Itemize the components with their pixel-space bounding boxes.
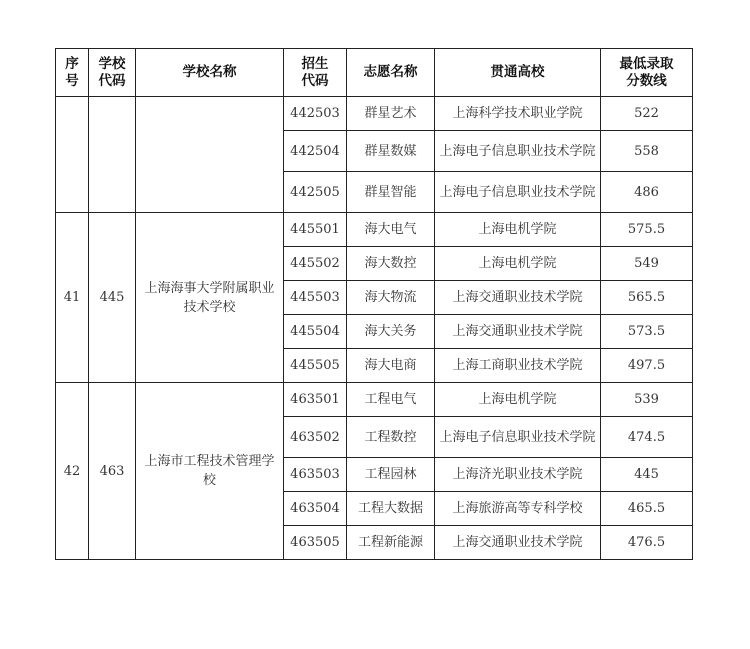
- header-school-name: 学校名称: [136, 49, 284, 97]
- partner-cell: 上海科学技术职业学院: [435, 97, 601, 131]
- major-name-cell: 海大电商: [347, 349, 435, 383]
- header-row: [56, 49, 693, 97]
- school-code-cell: 445: [89, 213, 136, 383]
- enroll-code-cell: 445502: [284, 247, 347, 281]
- table-row: [56, 97, 693, 131]
- partner-cell: 上海交通职业技术学院: [435, 281, 601, 315]
- partner-cell: 上海交通职业技术学院: [435, 315, 601, 349]
- header-school-code: 学校 代码: [89, 49, 136, 97]
- partner-cell: 上海电子信息职业技术学院: [435, 131, 601, 172]
- table-row: [56, 383, 693, 417]
- major-name-cell: 工程新能源: [347, 526, 435, 560]
- header-major-name: 志愿名称: [347, 49, 435, 97]
- major-name-cell: 群星智能: [347, 172, 435, 213]
- partner-cell: 上海交通职业技术学院: [435, 526, 601, 560]
- score-cell: 573.5: [601, 315, 693, 349]
- enroll-code-cell: 463501: [284, 383, 347, 417]
- partner-cell: 上海电子信息职业技术学院: [435, 172, 601, 213]
- score-cell: 522: [601, 97, 693, 131]
- seq-cell: 41: [56, 213, 89, 383]
- seq-cell: 42: [56, 383, 89, 560]
- enroll-code-cell: 442504: [284, 131, 347, 172]
- table-row: [56, 213, 693, 247]
- header-min-score: 最低录取 分数线: [601, 49, 693, 97]
- school-name-cell: 上海海事大学附属职业技术学校: [136, 213, 284, 383]
- major-name-cell: 海大物流: [347, 281, 435, 315]
- major-name-cell: 工程电气: [347, 383, 435, 417]
- header-seq: 序 号: [56, 49, 89, 97]
- enroll-code-cell: 463504: [284, 492, 347, 526]
- score-cell: 445: [601, 458, 693, 492]
- score-cell: 565.5: [601, 281, 693, 315]
- header-enroll-code: 招生 代码: [284, 49, 347, 97]
- enroll-code-cell: 445505: [284, 349, 347, 383]
- partner-cell: 上海工商职业技术学院: [435, 349, 601, 383]
- score-cell: 558: [601, 131, 693, 172]
- major-name-cell: 工程园林: [347, 458, 435, 492]
- score-cell: 474.5: [601, 417, 693, 458]
- enroll-code-cell: 463502: [284, 417, 347, 458]
- score-cell: 539: [601, 383, 693, 417]
- major-name-cell: 工程大数据: [347, 492, 435, 526]
- partner-cell: 上海电机学院: [435, 247, 601, 281]
- school-name-cell: [136, 97, 284, 213]
- enroll-code-cell: 442503: [284, 97, 347, 131]
- score-cell: 465.5: [601, 492, 693, 526]
- score-cell: 486: [601, 172, 693, 213]
- major-name-cell: 海大电气: [347, 213, 435, 247]
- partner-cell: 上海电机学院: [435, 213, 601, 247]
- enroll-code-cell: 445503: [284, 281, 347, 315]
- school-code-cell: [89, 97, 136, 213]
- score-cell: 575.5: [601, 213, 693, 247]
- enroll-code-cell: 445504: [284, 315, 347, 349]
- partner-cell: 上海电机学院: [435, 383, 601, 417]
- enroll-code-cell: 463503: [284, 458, 347, 492]
- enroll-code-cell: 445501: [284, 213, 347, 247]
- major-name-cell: 海大关务: [347, 315, 435, 349]
- school-name-cell: 上海市工程技术管理学校: [136, 383, 284, 560]
- enroll-code-cell: 463505: [284, 526, 347, 560]
- admissions-table: [55, 48, 693, 560]
- enroll-code-cell: 442505: [284, 172, 347, 213]
- score-cell: 549: [601, 247, 693, 281]
- major-name-cell: 群星艺术: [347, 97, 435, 131]
- header-partner: 贯通高校: [435, 49, 601, 97]
- score-cell: 476.5: [601, 526, 693, 560]
- score-cell: 497.5: [601, 349, 693, 383]
- major-name-cell: 工程数控: [347, 417, 435, 458]
- major-name-cell: 海大数控: [347, 247, 435, 281]
- partner-cell: 上海旅游高等专科学校: [435, 492, 601, 526]
- partner-cell: 上海电子信息职业技术学院: [435, 417, 601, 458]
- school-code-cell: 463: [89, 383, 136, 560]
- major-name-cell: 群星数媒: [347, 131, 435, 172]
- partner-cell: 上海济光职业技术学院: [435, 458, 601, 492]
- seq-cell: [56, 97, 89, 213]
